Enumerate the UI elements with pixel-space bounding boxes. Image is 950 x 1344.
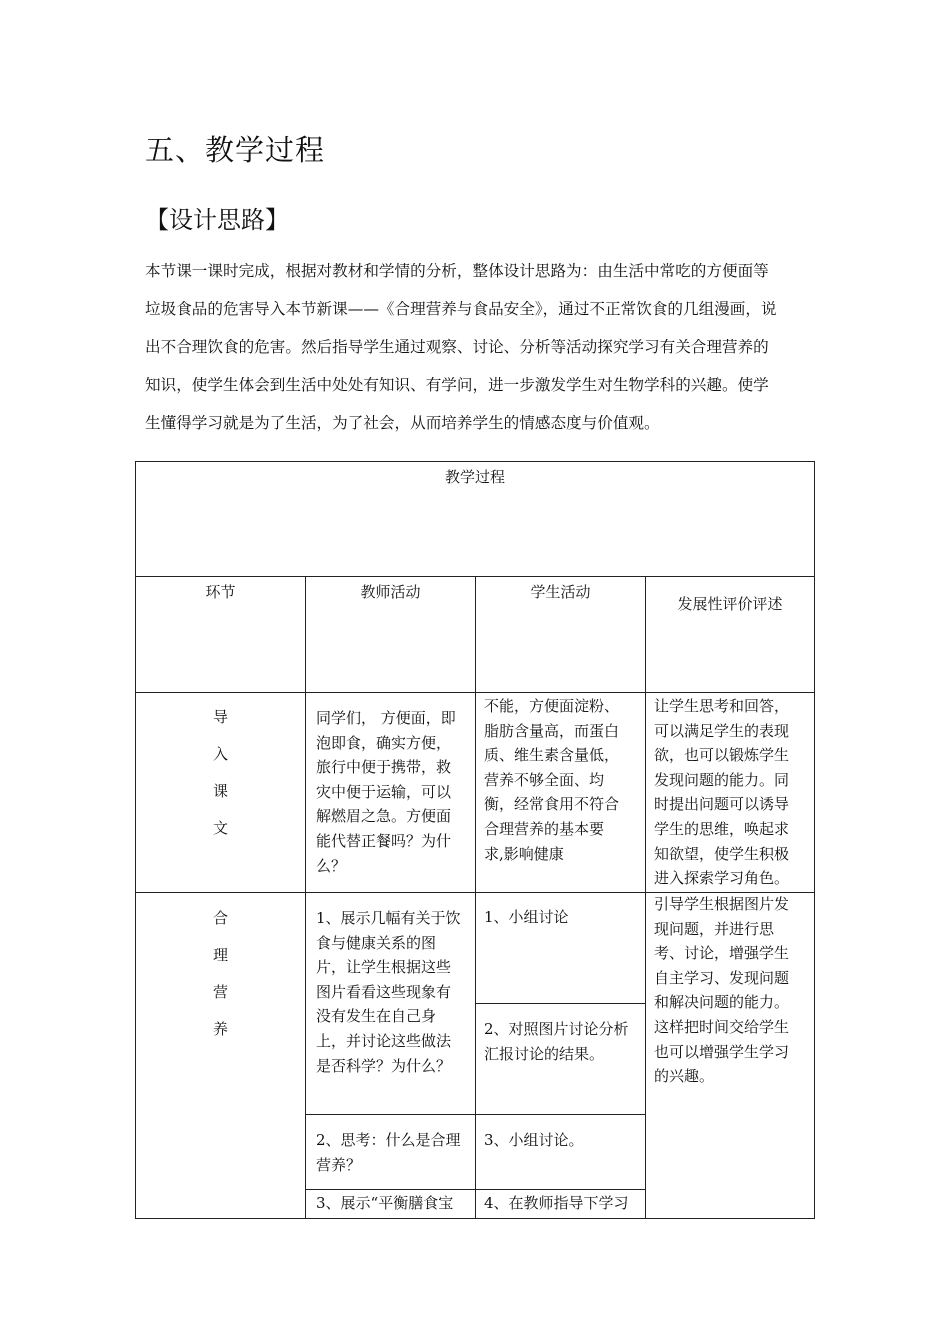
student-activity-3 (484, 1017, 640, 1066)
text-line: 可以满足学生的表现 (654, 721, 790, 740)
stage-char: 课 (212, 782, 228, 800)
paragraph-line: 生懂得学习就是为了生活，为了社会，从而培养学生的情感态度与价值观。 (145, 414, 660, 432)
text-line: 灾中便于运输，可以 (316, 782, 452, 801)
text-line: 1、小组讨论 (484, 908, 569, 926)
text-line: 求,影响健康 (484, 844, 564, 863)
text-line: 脂肪含量高，而蛋白 (484, 721, 620, 740)
student-activity-4 (484, 1128, 640, 1153)
design-idea-paragraph (145, 252, 817, 442)
teacher-activity-3 (316, 1128, 468, 1177)
header-student-activity: 学生活动 (530, 583, 591, 601)
text-line: 时提出问题可以诱导 (654, 795, 790, 814)
row-divider (475, 1003, 645, 1004)
text-line: 也可以增强学生学习 (654, 1042, 790, 1061)
text-line: 衡，经常食用不符合 (484, 795, 620, 814)
text-line: 没有发生在自己身 (316, 1007, 437, 1026)
stage-reasonable-nutrition (136, 906, 305, 1054)
paragraph-line: 本节课一课时完成，根据对教材和学情的分析，整体设计思路为：由生活中常吃的方便面等 (145, 262, 769, 280)
column-divider (305, 576, 306, 1219)
stage-char: 合 (212, 909, 228, 927)
text-line: 进入探索学习角色。 (654, 869, 790, 888)
text-line: 不能，方便面淀粉、 (484, 697, 620, 715)
text-line: 这样把时间交给学生 (654, 1017, 790, 1036)
stage-char: 入 (212, 745, 228, 763)
text-line: 解燃眉之急。方便面 (316, 807, 452, 826)
teacher-activity-2 (316, 906, 468, 1078)
teacher-activity-1 (316, 706, 468, 878)
column-divider (475, 576, 476, 1219)
text-line: 的兴趣。 (654, 1067, 715, 1086)
text-line: 欲，也可以锻炼学生 (654, 746, 790, 765)
text-line: 2、思考：什么是合理 (316, 1131, 461, 1149)
text-line: 和解决问题的能力。 (654, 993, 790, 1012)
teaching-process-table (135, 461, 815, 1219)
paragraph-line: 知识，使学生体会到生活中处处有知识、有学问，进一步激发学生对生物学科的兴趣。使学 (145, 376, 769, 394)
text-line: 让学生思考和回答， (654, 697, 790, 715)
student-activity-1 (484, 694, 640, 866)
text-line: 现问题，并进行思 (654, 919, 775, 938)
text-line: 自主学习、发现问题 (654, 968, 790, 987)
text-line: 3、展示“平衡膳食宝 (316, 1194, 454, 1212)
paragraph-line: 出不合理饮食的危害。然后指导学生通过观察、讨论、分析等活动探究学习有关合理营养的 (145, 338, 769, 356)
stage-char: 理 (212, 946, 228, 964)
text-line: 引导学生根据图片发 (654, 895, 790, 913)
text-line: 上，并讨论这些做法 (316, 1031, 452, 1050)
teacher-activity-4 (316, 1191, 468, 1216)
text-line: 汇报讨论的结果。 (484, 1044, 605, 1063)
header-stage: 环节 (205, 583, 236, 601)
text-line: 考、讨论，增强学生 (654, 944, 790, 963)
text-line: 能代替正餐吗？为什 (316, 831, 452, 850)
stage-char: 导 (212, 708, 228, 726)
text-line: 2、对照图片讨论分析 (484, 1020, 629, 1038)
header-evaluation: 发展性评价评述 (677, 595, 783, 613)
text-line: 知欲望，使学生积极 (654, 844, 790, 863)
column-divider (645, 576, 646, 1219)
text-line: 么？ (316, 856, 347, 875)
text-line: 旅行中便于携带，救 (316, 758, 452, 777)
text-line: 片，让学生根据这些 (316, 958, 452, 977)
text-line: 是否科学？为什么？ (316, 1056, 452, 1075)
student-activity-2 (484, 905, 640, 930)
text-line: 发现问题的能力。同 (654, 770, 790, 789)
text-line: 食与健康关系的图 (316, 933, 437, 952)
stage-introduction (136, 705, 305, 853)
text-line: 质、维生素含量低， (484, 746, 620, 765)
text-line: 3、小组讨论。 (484, 1131, 584, 1149)
stage-char: 营 (212, 983, 228, 1001)
text-line: 图片看看这些现象有 (316, 982, 452, 1001)
evaluation-2 (654, 892, 812, 1089)
header-teacher-activity: 教师活动 (360, 583, 421, 601)
stage-char: 文 (212, 819, 228, 837)
paragraph-line: 垃圾食品的危害导入本节新课——《合理营养与食品安全》，通过不正常饮食的几组漫画，说 (145, 300, 777, 318)
text-line: 学生的思维，唤起求 (654, 819, 790, 838)
text-line: 泡即食，确实方便， (316, 733, 452, 752)
text-line: 营养不够全面、均 (484, 770, 605, 789)
text-line: 同学们， 方便面，即 (316, 709, 456, 727)
evaluation-1 (654, 694, 812, 891)
design-idea-heading: 【设计思路】 (145, 206, 289, 234)
table-title: 教学过程 (444, 468, 505, 486)
student-activity-5 (484, 1191, 640, 1216)
stage-char: 养 (212, 1020, 228, 1038)
text-line: 1、展示几幅有关于饮 (316, 909, 461, 927)
text-line: 4、在教师指导下学习 (484, 1194, 629, 1212)
text-line: 合理营养的基本要 (484, 819, 605, 838)
section-heading: 五、教学过程 (145, 133, 326, 167)
text-line: 营养？ (316, 1155, 362, 1174)
